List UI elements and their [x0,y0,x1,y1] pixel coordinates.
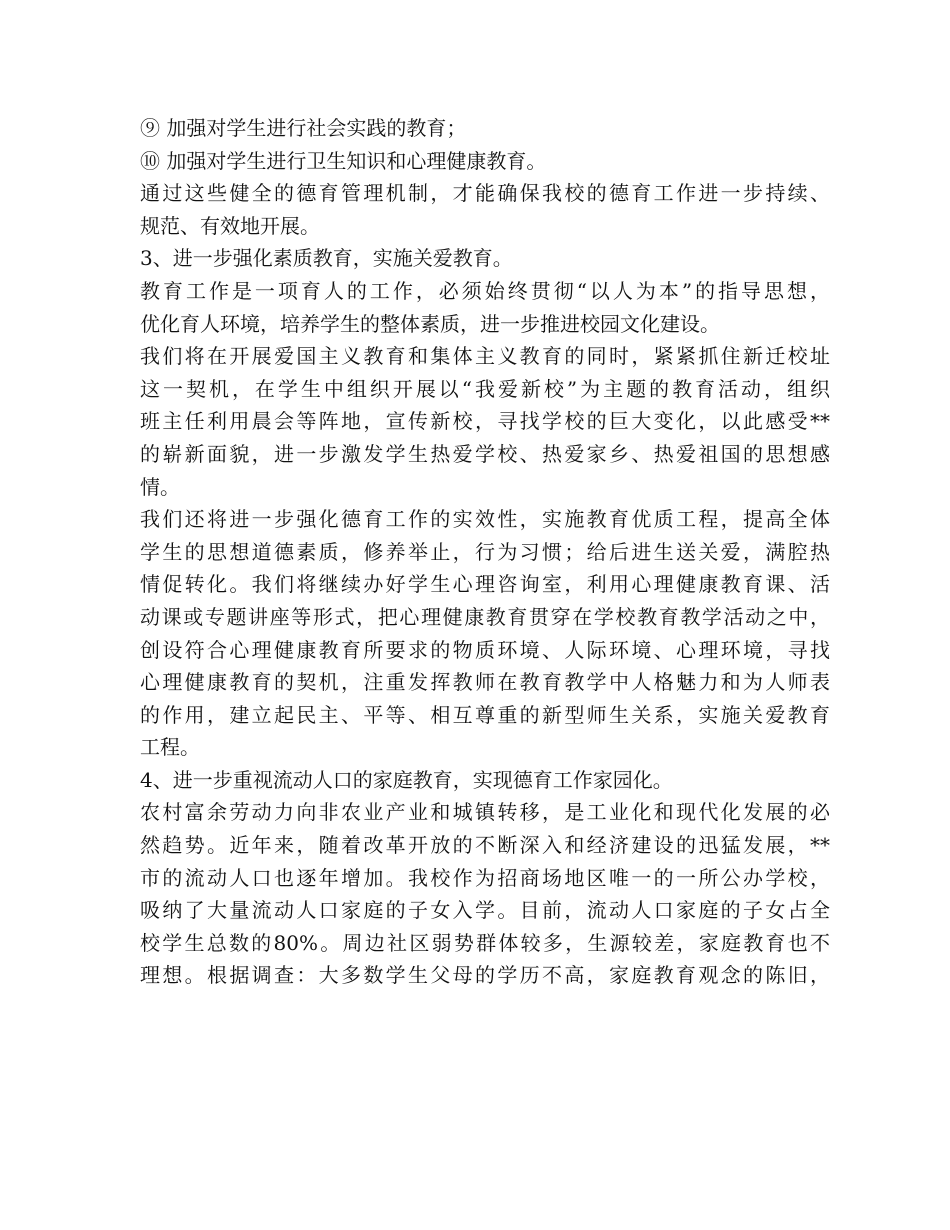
text-line: 的作用，建立起民主、平等、相互尊重的新型师生关系，实施关爱教育 [140,702,830,727]
text-line: 情。 [140,474,180,499]
text-line: 理想。根据调查：大多数学生父母的学历不高，家庭教育观念的陈旧， [140,963,830,988]
text-line: 我们还将进一步强化德育工作的实效性，实施教育优质工程，提高全体 [140,507,830,532]
text-line: 4、进一步重视流动人口的家庭教育，实现德育工作家园化。 [140,767,673,792]
text-line: 心理健康教育的契机，注重发挥教师在教育教学中人格魅力和为人师表 [140,670,830,695]
text-line: ⑩ 加强对学生进行卫生知识和心理健康教育。 [140,148,547,173]
text-line: 情促转化。我们将继续办好学生心理咨询室，利用心理健康教育课、活 [140,572,830,597]
text-line: 的崭新面貌，进一步激发学生热爱学校、热爱家乡、热爱祖国的思想感 [140,441,830,466]
text-line: 3、进一步强化素质教育，实施关爱教育。 [140,246,513,271]
text-line: 吸纳了大量流动人口家庭的子女入学。目前，流动人口家庭的子女占全 [140,898,830,923]
body-text [140,112,830,992]
text-line: 校学生总数的80%。周边社区弱势群体较多，生源较差，家庭教育也不 [140,930,830,955]
text-line: 规范、有效地开展。 [140,213,320,238]
text-line: 农村富余劳动力向非农业产业和城镇转移，是工业化和现代化发展的必 [140,800,830,825]
text-line: 创设符合心理健康教育所要求的物质环境、人际环境、心理环境，寻找 [140,637,830,662]
text-line: 教育工作是一项育人的工作，必须始终贯彻“以人为本”的指导思想， [140,278,830,303]
text-line: 市的流动人口也逐年增加。我校作为招商场地区唯一的一所公办学校， [140,865,830,890]
text-line: 通过这些健全的德育管理机制，才能确保我校的德育工作进一步持续、 [140,181,830,206]
text-line: 工程。 [140,735,200,760]
text-line: 班主任利用晨会等阵地，宣传新校，寻找学校的巨大变化，以此感受** [140,409,830,434]
text-line: 学生的思想道德素质，修养举止，行为习惯；给后进生送关爱，满腔热 [140,539,830,564]
text-line: 然趋势。近年来，随着改革开放的不断深入和经济建设的迅猛发展，** [140,833,830,858]
text-line: 这一契机，在学生中组织开展以“我爱新校”为主题的教育活动，组织 [140,376,830,401]
text-line: 我们将在开展爱国主义教育和集体主义教育的同时，紧紧抓住新迁校址 [140,344,830,369]
text-line: ⑨ 加强对学生进行社会实践的教育； [140,116,467,140]
text-line: 动课或专题讲座等形式，把心理健康教育贯穿在学校教育教学活动之中， [140,604,830,629]
text-line: 优化育人环境，培养学生的整体素质，进一步推进校园文化建设。 [140,311,720,336]
